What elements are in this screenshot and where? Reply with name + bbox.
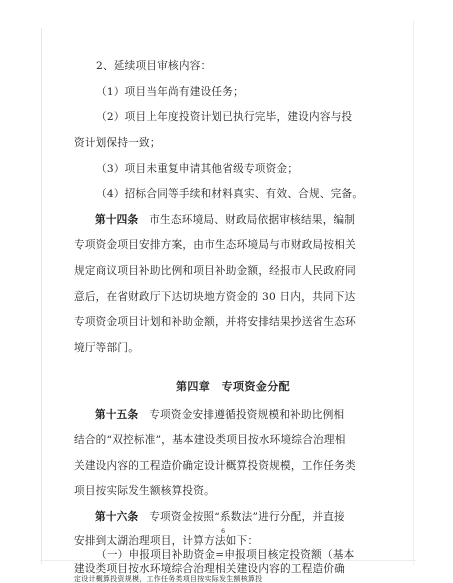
text-line: （2）项目上年度投资计划已执行完毕，建设内容与投 xyxy=(96,111,353,123)
text-line: 资计划保持一致； xyxy=(74,137,161,149)
article-14-line xyxy=(95,213,355,227)
article-16-line xyxy=(95,510,345,524)
text-line: 市生态环境局、财政局依据审核结果，编制 xyxy=(149,214,356,226)
text-line: 安排到太湖治理项目，计算方法如下： xyxy=(74,535,259,547)
text-line: 专项资金项目计划和补助金额，并将安排结果抄送省生态环 xyxy=(74,316,356,328)
text-line: （3）项目未重复申请其他省级专项资金； xyxy=(96,163,299,175)
text-line: 定设计概算投资规模，工作任务类项目按实际发生额核算投 xyxy=(74,575,263,583)
text-line: 专项资金安排遵循投资规模和补助比例相 xyxy=(149,409,345,421)
text-line: 建设类项目按水环境综合治理相关建设内容的工程造价确 xyxy=(74,563,346,575)
text-line: （一）申报项目补助资金=申报项目核定投资额（基本 xyxy=(96,549,355,561)
text-line: 规定商议项目补助比例和项目补助金额，经报市人民政府同 xyxy=(74,265,356,277)
article-15-line xyxy=(95,408,344,422)
text-line: 意后，在省财政厅下达切块地方资金的 30 日内，共同下达 xyxy=(74,291,356,303)
text-line: 结合的“双控标准”，基本建设类项目按水环境综合治理相 xyxy=(74,434,346,446)
text-line: 2、延续项目审核内容： xyxy=(96,60,212,72)
text-line: 专项资金项目安排方案，由市生态环境局与市财政局按相关 xyxy=(74,239,356,251)
text-line: 专项资金按照“系数法”进行分配，并直接 xyxy=(149,511,345,523)
text-line: 项目按实际发生额核算投资。 xyxy=(74,485,215,497)
article-14-label: 第十四条 xyxy=(95,214,139,226)
page-number: 6 xyxy=(221,527,226,535)
text-line: 关建设内容的工程造价确定设计概算投资规模，工作任务类 xyxy=(74,460,356,472)
article-16-label: 第十六条 xyxy=(95,511,139,523)
text-line: （1）项目当年尚有建设任务； xyxy=(96,86,244,98)
text-line: （4）招标合同等手续和材料真实、有效、合规、完备。 xyxy=(96,188,364,200)
text-line: 境厅等部门。 xyxy=(74,342,140,354)
chapter-heading: 第四章 专项资金分配 xyxy=(176,380,290,393)
article-15-label: 第十五条 xyxy=(95,409,139,421)
